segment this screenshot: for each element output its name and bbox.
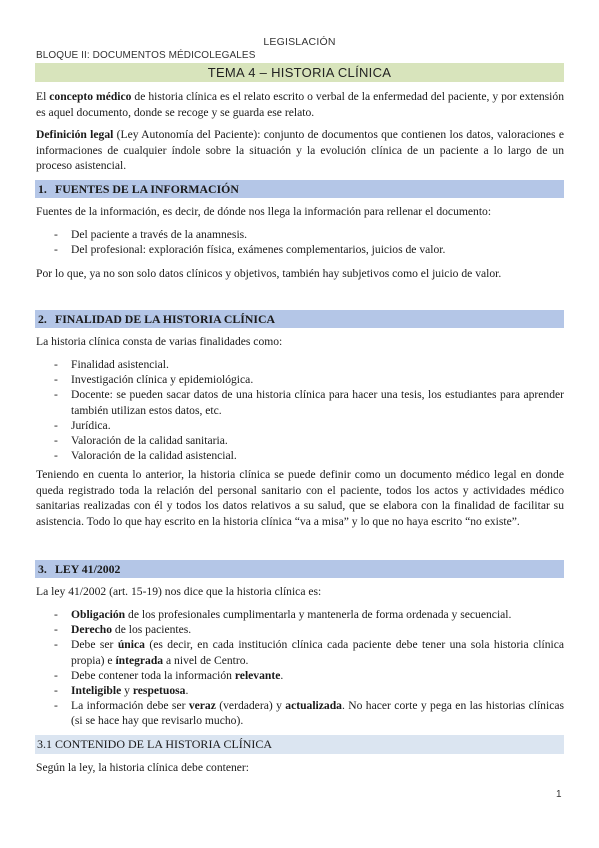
list-item: - Valoración de la calidad sanitaria. [36,433,564,448]
section-3-lead: La ley 41/2002 (art. 15-19) nos dice que la historia clínica es: [36,585,322,598]
section-3-heading: 3. LEY 41/2002 [35,560,564,578]
subsection-3-1-lead: Según la ley, la historia clínica debe contener: [36,761,250,774]
list-item: - Jurídica. [36,418,564,433]
list-item: - Obligación de los profesionales cumplimentarla y mantenerla de forma ordenada y secuencial. [36,607,564,622]
section-1-heading: 1. FUENTES DE LA INFORMACIÓN [35,180,564,198]
list-item: - Debe contener toda la información relevante. [36,668,564,683]
bloque-heading: BLOQUE II: DOCUMENTOS MÉDICOLEGALES [36,50,256,61]
subsection-3-1-heading: 3.1 CONTENIDO DE LA HISTORIA CLÍNICA [35,735,564,754]
section-2-lead: La historia clínica consta de varias finalidades como: [36,335,283,348]
list-item: - Investigación clínica y epidemiológica. [36,372,564,387]
list-item: - Debe ser única (es decir, en cada institución clínica cada paciente debe tener una sola historia clínica propia) e íntegrada a nivel de Centro. [36,637,564,667]
intro-paragraph-2: Definición legal (Ley Autonomía del Paciente): conjunto de documentos que contienen los datos, valoraciones e informaciones de cualquier índole sobre la situación y la evolución clínica de un paciente a lo largo de un proceso asistencial. [36,128,564,172]
section-2-list [36,357,564,463]
list-item: - Valoración de la calidad asistencial. [36,448,564,463]
intro-paragraph-1: El concepto médico de historia clínica es el relato escrito o verbal de la enfermedad del paciente, y por extensión es aquel documento, donde se recoge y se guarda ese relato. [36,90,564,119]
page-header-subject: LEGISLACIÓN [263,36,336,48]
page-number: 1 [556,789,562,800]
list-item: - Finalidad asistencial. [36,357,564,372]
section-1-list [36,227,564,257]
list-item: - Del profesional: exploración física, exámenes complementarios, juicios de valor. [36,242,564,257]
list-item: - Inteligible y respetuosa. [36,683,564,698]
list-item: - Del paciente a través de la anamnesis. [36,227,564,242]
section-1-closing: Por lo que, ya no son solo datos clínicos y objetivos, también hay subjetivos como el juicio de valor. [36,267,502,280]
section-2-heading: 2. FINALIDAD DE LA HISTORIA CLÍNICA [35,310,564,328]
list-item: - Derecho de los pacientes. [36,622,564,637]
list-item: - Docente: se pueden sacar datos de una historia clínica para hacer una tesis, los estudiantes para aprender también utilizan estos datos, etc. [36,387,564,417]
section-3-list [36,607,564,729]
list-item: - La información debe ser veraz (verdadera) y actualizada. No hacer corte y pega en las historias clínicas (si se hace hay que revisarlo mucho). [36,698,564,728]
section-2-closing: Teniendo en cuenta lo anterior, la historia clínica se puede definir como un documento médico legal en donde queda registrado toda la relación del personal sanitario con el paciente, todos los actos y actividades médico sanitarias realizadas con él y todos los datos relativos a su salud, que se elabora con la finalidad de facilitar su asistencia. Todo lo que hay escrito en la historia clínica “va a misa” y lo que no haya escrito “no existe”. [36,468,564,528]
section-1-lead: Fuentes de la información, es decir, de dónde nos llega la información para rellenar el documento: [36,205,492,218]
page-title: TEMA 4 – HISTORIA CLÍNICA [35,63,564,82]
